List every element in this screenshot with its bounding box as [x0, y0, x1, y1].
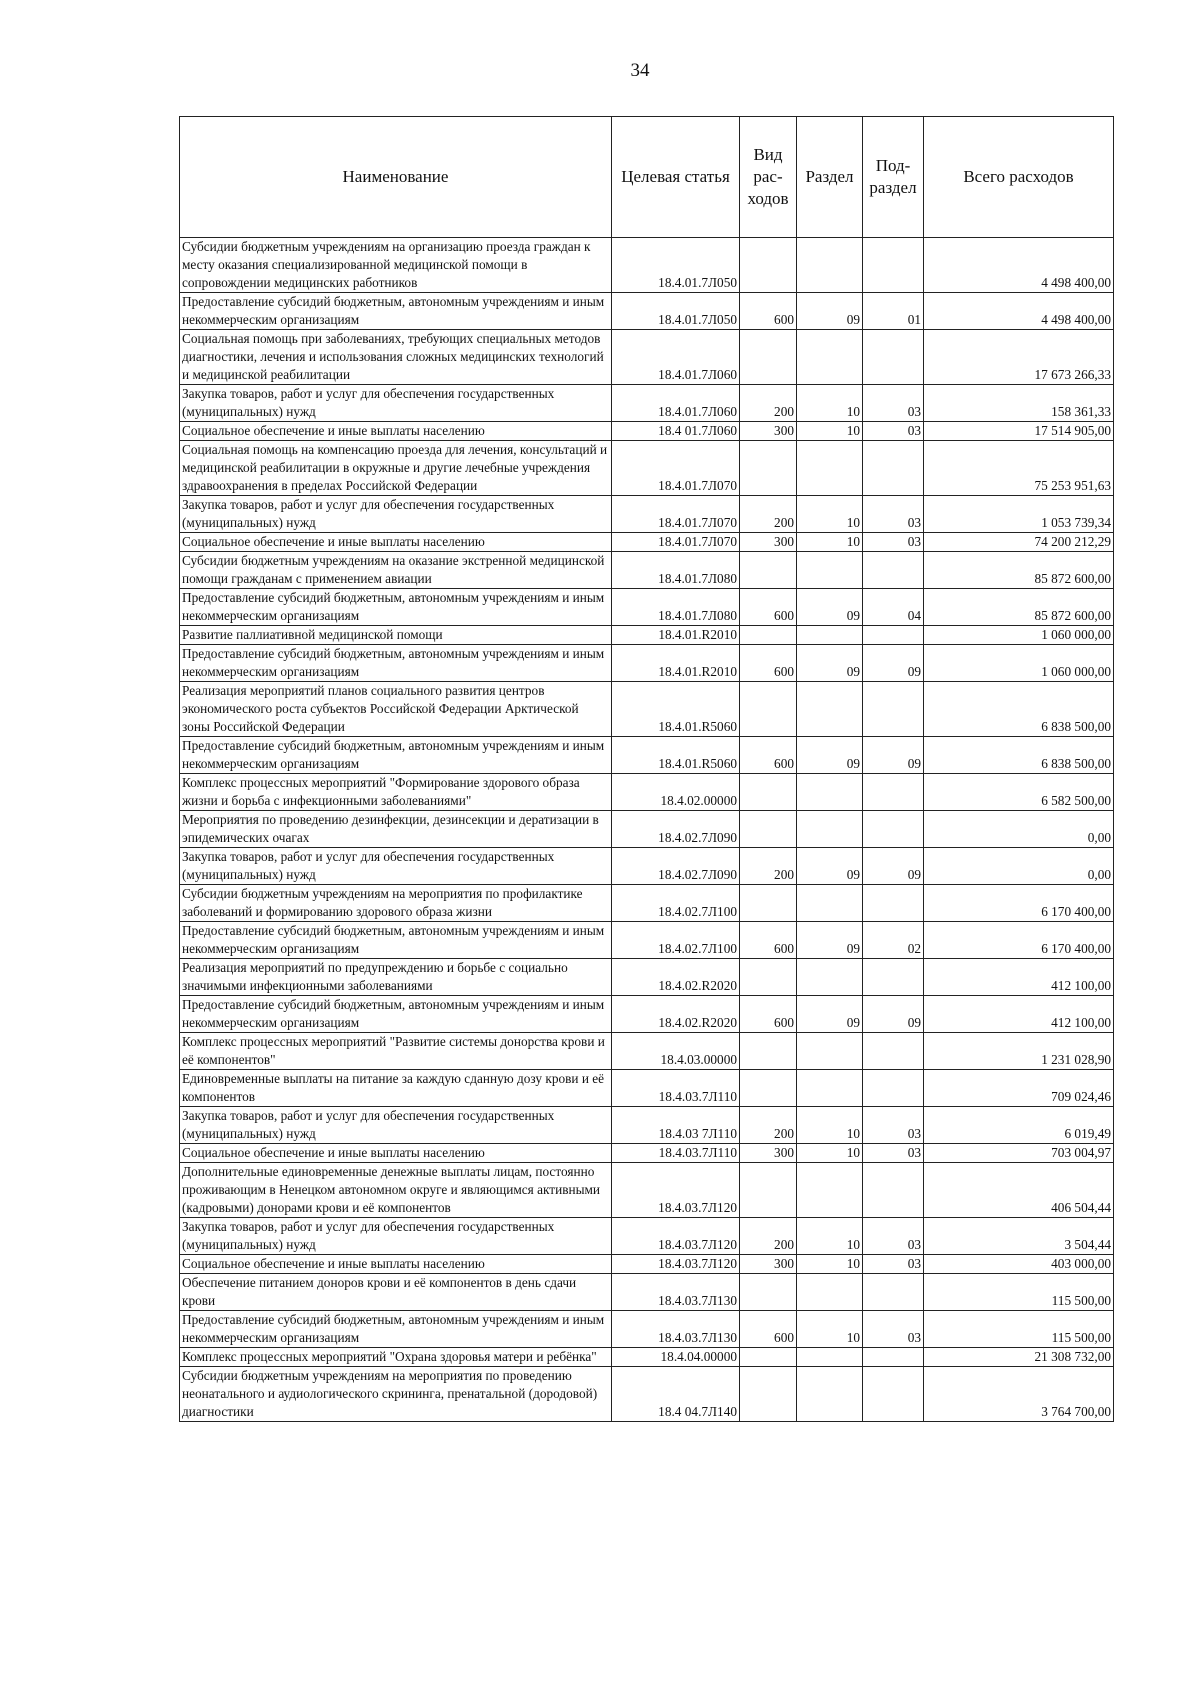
row-razdel: 10: [797, 1255, 863, 1274]
row-podrazdel: 03: [863, 1255, 924, 1274]
row-total: 21 308 732,00: [924, 1348, 1114, 1367]
row-name: Предоставление субсидий бюджетным, автономным учреждениям и иным некоммерческим организациям: [180, 922, 612, 959]
row-razdel: [797, 1367, 863, 1422]
table-row: [180, 441, 1114, 496]
row-podrazdel: [863, 330, 924, 385]
row-vid: [740, 774, 797, 811]
row-total: 1 231 028,90: [924, 1033, 1114, 1070]
row-total: 6 838 500,00: [924, 682, 1114, 737]
row-podrazdel: 03: [863, 422, 924, 441]
row-razdel: 10: [797, 533, 863, 552]
row-razdel: 09: [797, 293, 863, 330]
row-code: 18.4.03 7Л110: [612, 1107, 740, 1144]
table-row: [180, 848, 1114, 885]
table-row: [180, 533, 1114, 552]
header-name: Наименование: [180, 117, 612, 238]
row-vid: 600: [740, 293, 797, 330]
row-vid: [740, 1033, 797, 1070]
row-total: 6 170 400,00: [924, 885, 1114, 922]
row-podrazdel: [863, 1163, 924, 1218]
row-name: Социальное обеспечение и иные выплаты населению: [180, 1144, 612, 1163]
row-code: 18.4.03.7Л110: [612, 1070, 740, 1107]
row-code: 18.4.01.7Л070: [612, 533, 740, 552]
row-name: Закупка товаров, работ и услуг для обеспечения государственных (муниципальных) нужд: [180, 385, 612, 422]
table-row: [180, 552, 1114, 589]
table-row: [180, 1348, 1114, 1367]
row-code: 18.4.02.7Л100: [612, 922, 740, 959]
row-vid: 200: [740, 848, 797, 885]
row-code: 18.4.02.7Л090: [612, 848, 740, 885]
header-total: Всего расходов: [924, 117, 1114, 238]
row-razdel: 09: [797, 645, 863, 682]
row-razdel: 10: [797, 1107, 863, 1144]
row-code: 18.4.03.7Л130: [612, 1274, 740, 1311]
row-name: Предоставление субсидий бюджетным, автономным учреждениям и иным некоммерческим организациям: [180, 645, 612, 682]
row-vid: [740, 626, 797, 645]
row-total: 158 361,33: [924, 385, 1114, 422]
row-podrazdel: 03: [863, 496, 924, 533]
row-total: 85 872 600,00: [924, 589, 1114, 626]
row-total: 115 500,00: [924, 1274, 1114, 1311]
row-code: 18.4.03.7Л120: [612, 1255, 740, 1274]
row-code: 18.4.01.R5060: [612, 737, 740, 774]
row-razdel: [797, 330, 863, 385]
page-number: 34: [630, 60, 650, 81]
row-podrazdel: [863, 1033, 924, 1070]
row-razdel: [797, 1348, 863, 1367]
header-vid: Вид рас-ходов: [740, 117, 797, 238]
row-razdel: 09: [797, 589, 863, 626]
row-total: 74 200 212,29: [924, 533, 1114, 552]
row-vid: [740, 441, 797, 496]
row-razdel: 09: [797, 737, 863, 774]
row-total: 6 582 500,00: [924, 774, 1114, 811]
row-vid: 200: [740, 496, 797, 533]
table-row: [180, 422, 1114, 441]
row-name: Социальная помощь на компенсацию проезда для лечения, консультаций и медицинской реабилитации в окружные и другие лечебные учреждения здравоохранения в пределах Российской Федерации: [180, 441, 612, 496]
row-total: 85 872 600,00: [924, 552, 1114, 589]
table-row: [180, 959, 1114, 996]
row-name: Реализация мероприятий по предупреждению и борьбе с социально значимыми инфекционными заболеваниями: [180, 959, 612, 996]
row-vid: 200: [740, 1107, 797, 1144]
table-row: [180, 1070, 1114, 1107]
row-razdel: [797, 1163, 863, 1218]
table-row: [180, 1367, 1114, 1422]
row-total: 0,00: [924, 848, 1114, 885]
row-vid: 300: [740, 533, 797, 552]
row-podrazdel: [863, 441, 924, 496]
table-row: [180, 774, 1114, 811]
row-name: Предоставление субсидий бюджетным, автономным учреждениям и иным некоммерческим организациям: [180, 996, 612, 1033]
row-podrazdel: 03: [863, 1218, 924, 1255]
row-vid: 300: [740, 422, 797, 441]
row-vid: [740, 1348, 797, 1367]
row-name: Дополнительные единовременные денежные выплаты лицам, постоянно проживающим в Ненецком автономном округе и являющимся активными (кадровыми) донорами крови и её компонентов: [180, 1163, 612, 1218]
row-podrazdel: 09: [863, 737, 924, 774]
row-name: Закупка товаров, работ и услуг для обеспечения государственных (муниципальных) нужд: [180, 1107, 612, 1144]
row-razdel: [797, 1033, 863, 1070]
row-total: 1 060 000,00: [924, 626, 1114, 645]
row-podrazdel: [863, 1070, 924, 1107]
row-code: 18.4.03.7Л110: [612, 1144, 740, 1163]
row-podrazdel: [863, 626, 924, 645]
row-podrazdel: [863, 1274, 924, 1311]
row-total: 6 838 500,00: [924, 737, 1114, 774]
row-podrazdel: 03: [863, 1107, 924, 1144]
row-code: 18.4.01.R2010: [612, 626, 740, 645]
row-code: 18.4.03.7Л130: [612, 1311, 740, 1348]
row-podrazdel: [863, 885, 924, 922]
row-vid: 600: [740, 1311, 797, 1348]
row-razdel: [797, 1274, 863, 1311]
row-razdel: [797, 885, 863, 922]
table-row: [180, 1144, 1114, 1163]
row-vid: 300: [740, 1255, 797, 1274]
row-name: Субсидии бюджетным учреждениям на организацию проезда граждан к месту оказания специализированной медицинской помощи в сопровождении медицинских работников: [180, 238, 612, 293]
row-code: 18.4.02.7Л100: [612, 885, 740, 922]
row-code: 18.4.03.7Л120: [612, 1218, 740, 1255]
table-row: [180, 1311, 1114, 1348]
table-row: [180, 1274, 1114, 1311]
row-podrazdel: [863, 682, 924, 737]
row-podrazdel: 03: [863, 533, 924, 552]
row-podrazdel: 02: [863, 922, 924, 959]
row-vid: [740, 885, 797, 922]
row-razdel: [797, 552, 863, 589]
table-row: [180, 1218, 1114, 1255]
row-razdel: [797, 441, 863, 496]
row-code: 18.4.01.7Л060: [612, 330, 740, 385]
row-name: Предоставление субсидий бюджетным, автономным учреждениям и иным некоммерческим организациям: [180, 737, 612, 774]
row-vid: [740, 959, 797, 996]
row-vid: 600: [740, 645, 797, 682]
row-razdel: [797, 682, 863, 737]
table-row: [180, 496, 1114, 533]
row-name: Комплекс процессных мероприятий "Охрана здоровья матери и ребёнка": [180, 1348, 612, 1367]
row-total: 1 060 000,00: [924, 645, 1114, 682]
table-row: [180, 885, 1114, 922]
row-code: 18.4.02.R2020: [612, 959, 740, 996]
row-podrazdel: [863, 1348, 924, 1367]
row-code: 18.4.01.7Л070: [612, 441, 740, 496]
table-row: [180, 682, 1114, 737]
row-razdel: 09: [797, 996, 863, 1033]
row-podrazdel: 01: [863, 293, 924, 330]
header-podrazdel: Под-раздел: [863, 117, 924, 238]
row-name: Предоставление субсидий бюджетным, автономным учреждениям и иным некоммерческим организациям: [180, 1311, 612, 1348]
row-code: 18.4.04.00000: [612, 1348, 740, 1367]
table-row: [180, 645, 1114, 682]
row-name: Субсидии бюджетным учреждениям на оказание экстренной медицинской помощи гражданам с применением авиации: [180, 552, 612, 589]
row-code: 18.4.02.7Л090: [612, 811, 740, 848]
row-total: 6 019,49: [924, 1107, 1114, 1144]
row-vid: [740, 811, 797, 848]
row-name: Предоставление субсидий бюджетным, автономным учреждениям и иным некоммерческим организациям: [180, 589, 612, 626]
row-vid: [740, 682, 797, 737]
table-row: [180, 330, 1114, 385]
row-code: 18.4.02.00000: [612, 774, 740, 811]
row-razdel: 10: [797, 496, 863, 533]
row-name: Социальное обеспечение и иные выплаты населению: [180, 422, 612, 441]
row-name: Комплекс процессных мероприятий "Развитие системы донорства крови и её компонентов": [180, 1033, 612, 1070]
row-code: 18.4.01.R5060: [612, 682, 740, 737]
row-code: 18.4.01.7Л050: [612, 238, 740, 293]
table-row: [180, 385, 1114, 422]
row-vid: 600: [740, 737, 797, 774]
row-vid: [740, 1367, 797, 1422]
row-razdel: [797, 626, 863, 645]
row-vid: 300: [740, 1144, 797, 1163]
row-podrazdel: 03: [863, 1144, 924, 1163]
row-razdel: 10: [797, 1311, 863, 1348]
row-code: 18.4.01.7Л080: [612, 589, 740, 626]
row-code: 18.4.03.00000: [612, 1033, 740, 1070]
row-podrazdel: [863, 811, 924, 848]
row-code: 18.4.03.7Л120: [612, 1163, 740, 1218]
row-name: Единовременные выплаты на питание за каждую сданную дозу крови и её компонентов: [180, 1070, 612, 1107]
row-name: Обеспечение питанием доноров крови и её компонентов в день сдачи крови: [180, 1274, 612, 1311]
row-podrazdel: 03: [863, 1311, 924, 1348]
table-row: [180, 293, 1114, 330]
row-code: 18.4 01.7Л060: [612, 422, 740, 441]
row-vid: [740, 238, 797, 293]
row-razdel: [797, 238, 863, 293]
row-vid: [740, 1163, 797, 1218]
row-podrazdel: [863, 959, 924, 996]
header-razdel: Раздел: [797, 117, 863, 238]
row-total: 3 764 700,00: [924, 1367, 1114, 1422]
table-row: [180, 996, 1114, 1033]
row-total: 1 053 739,34: [924, 496, 1114, 533]
row-total: 703 004,97: [924, 1144, 1114, 1163]
row-podrazdel: [863, 1367, 924, 1422]
row-name: Закупка товаров, работ и услуг для обеспечения государственных (муниципальных) нужд: [180, 1218, 612, 1255]
header-code: Целевая статья: [612, 117, 740, 238]
row-razdel: 10: [797, 385, 863, 422]
row-total: 412 100,00: [924, 996, 1114, 1033]
row-code: 18.4.02.R2020: [612, 996, 740, 1033]
table-row: [180, 238, 1114, 293]
row-total: 17 673 266,33: [924, 330, 1114, 385]
row-total: 115 500,00: [924, 1311, 1114, 1348]
row-code: 18.4.01.7Л070: [612, 496, 740, 533]
table-row: [180, 1033, 1114, 1070]
row-total: 0,00: [924, 811, 1114, 848]
row-razdel: 10: [797, 1144, 863, 1163]
row-razdel: 10: [797, 1218, 863, 1255]
row-name: Реализация мероприятий планов социального развития центров экономического роста субъектов Российской Федерации Арктической зоны Российской Федерации: [180, 682, 612, 737]
row-podrazdel: 09: [863, 645, 924, 682]
table-row: [180, 737, 1114, 774]
row-podrazdel: 04: [863, 589, 924, 626]
row-razdel: [797, 811, 863, 848]
table-row: [180, 626, 1114, 645]
row-vid: 200: [740, 385, 797, 422]
row-total: 17 514 905,00: [924, 422, 1114, 441]
table-row: [180, 589, 1114, 626]
table-row: [180, 811, 1114, 848]
row-name: Социальное обеспечение и иные выплаты населению: [180, 1255, 612, 1274]
row-vid: 600: [740, 996, 797, 1033]
row-total: 6 170 400,00: [924, 922, 1114, 959]
row-podrazdel: [863, 552, 924, 589]
row-code: 18.4.01.7Л080: [612, 552, 740, 589]
table-header-row: [180, 117, 1114, 238]
row-total: 406 504,44: [924, 1163, 1114, 1218]
row-name: Субсидии бюджетным учреждениям на мероприятия по профилактике заболеваний и формированию здорового образа жизни: [180, 885, 612, 922]
row-razdel: [797, 959, 863, 996]
row-code: 18.4.01.7Л050: [612, 293, 740, 330]
row-razdel: [797, 774, 863, 811]
row-total: 412 100,00: [924, 959, 1114, 996]
row-podrazdel: 03: [863, 385, 924, 422]
row-total: 4 498 400,00: [924, 293, 1114, 330]
row-name: Предоставление субсидий бюджетным, автономным учреждениям и иным некоммерческим организациям: [180, 293, 612, 330]
row-name: Комплекс процессных мероприятий "Формирование здорового образа жизни и борьба с инфекционными заболеваниями": [180, 774, 612, 811]
row-razdel: 09: [797, 922, 863, 959]
row-vid: 200: [740, 1218, 797, 1255]
row-podrazdel: 09: [863, 848, 924, 885]
row-name: Закупка товаров, работ и услуг для обеспечения государственных (муниципальных) нужд: [180, 496, 612, 533]
row-name: Закупка товаров, работ и услуг для обеспечения государственных (муниципальных) нужд: [180, 848, 612, 885]
row-total: 709 024,46: [924, 1070, 1114, 1107]
row-vid: 600: [740, 922, 797, 959]
row-razdel: 09: [797, 848, 863, 885]
row-code: 18.4.01.7Л060: [612, 385, 740, 422]
table-row: [180, 1255, 1114, 1274]
table-row: [180, 1163, 1114, 1218]
budget-table: [179, 116, 1114, 1422]
row-vid: [740, 552, 797, 589]
row-vid: [740, 330, 797, 385]
row-podrazdel: [863, 238, 924, 293]
row-code: 18.4 04.7Л140: [612, 1367, 740, 1422]
row-podrazdel: 09: [863, 996, 924, 1033]
row-vid: [740, 1274, 797, 1311]
row-podrazdel: [863, 774, 924, 811]
row-name: Субсидии бюджетным учреждениям на мероприятия по проведению неонатального и аудиологического скрининга, пренатальной (дородовой) диагностики: [180, 1367, 612, 1422]
row-name: Социальное обеспечение и иные выплаты населению: [180, 533, 612, 552]
row-vid: [740, 1070, 797, 1107]
row-total: 403 000,00: [924, 1255, 1114, 1274]
table-row: [180, 922, 1114, 959]
table-row: [180, 1107, 1114, 1144]
row-razdel: 10: [797, 422, 863, 441]
row-vid: 600: [740, 589, 797, 626]
row-total: 4 498 400,00: [924, 238, 1114, 293]
row-name: Социальная помощь при заболеваниях, требующих специальных методов диагностики, лечения и использования сложных медицинских технологий и медицинской реабилитации: [180, 330, 612, 385]
row-total: 3 504,44: [924, 1218, 1114, 1255]
row-name: Мероприятия по проведению дезинфекции, дезинсекции и дератизации в эпидемических очагах: [180, 811, 612, 848]
row-total: 75 253 951,63: [924, 441, 1114, 496]
row-razdel: [797, 1070, 863, 1107]
row-code: 18.4.01.R2010: [612, 645, 740, 682]
row-name: Развитие паллиативной медицинской помощи: [180, 626, 612, 645]
